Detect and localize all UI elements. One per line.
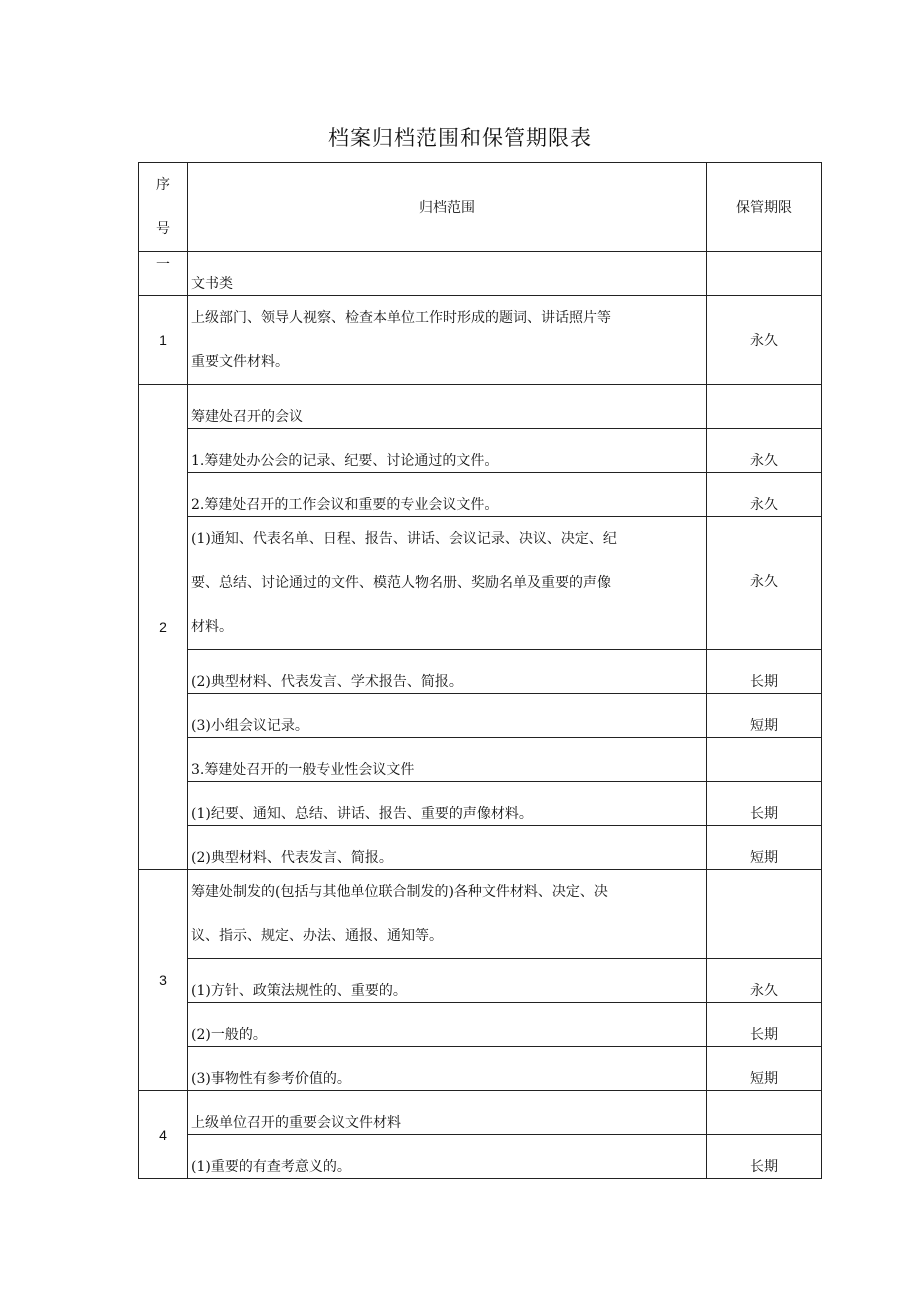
page-title: 档案归档范围和保管期限表 [328,126,592,150]
row-period [707,1091,822,1135]
row-scope: (2)一般的。 [188,1003,707,1047]
row-period: 永久 [707,959,822,1003]
table-row [139,738,822,782]
row-period: 长期 [707,1135,822,1179]
row-scope: (1)重要的有查考意义的。 [188,1135,707,1179]
row-scope: (1)纪要、通知、总结、讲话、报告、重要的声像材料。 [188,782,707,826]
row-scope: (2)典型材料、代表发言、简报。 [188,826,707,870]
row-period: 短期 [707,826,822,870]
table-row [139,296,822,385]
row-period: 长期 [707,782,822,826]
table-row [139,650,822,694]
table-row [139,1047,822,1091]
row-period [707,385,822,429]
row-scope: 1.筹建处办公会的记录、纪要、讨论通过的文件。 [188,429,707,473]
row-period: 永久 [707,296,822,385]
row-scope: 2.筹建处召开的工作会议和重要的专业会议文件。 [188,473,707,517]
row-period [707,870,822,959]
table-header-row [139,163,822,252]
row-scope: 上级部门、领导人视察、检查本单位工作时形成的题词、讲话照片等 重要文件材料。 [188,296,707,385]
table-row [139,385,822,429]
table-row [139,429,822,473]
header-scope: 归档范围 [188,163,707,252]
row-scope: (2)典型材料、代表发言、学术报告、简报。 [188,650,707,694]
table-row [139,694,822,738]
table-row [139,252,822,296]
row-scope: 筹建处制发的(包括与其他单位联合制发的)各种文件材料、决定、决 议、指示、规定、办法、通报、通知等。 [188,870,707,959]
row-no: 3 [139,870,188,1091]
row-scope: (1)通知、代表名单、日程、报告、讲话、会议记录、决议、决定、纪 要、总结、讨论通过的文件、模范人物名册、奖励名单及重要的声像 材料。 [188,517,707,650]
header-period: 保管期限 [707,163,822,252]
row-scope: (1)方针、政策法规性的、重要的。 [188,959,707,1003]
row-no: 2 [139,385,188,870]
row-period [707,738,822,782]
row-scope: (3)事物性有参考价值的。 [188,1047,707,1091]
table-row [139,870,822,959]
table-row [139,782,822,826]
table-row [139,1135,822,1179]
row-period: 长期 [707,650,822,694]
row-scope: 筹建处召开的会议 [188,385,707,429]
row-period: 短期 [707,1047,822,1091]
row-period [707,252,822,296]
table-row [139,826,822,870]
row-period: 短期 [707,694,822,738]
row-period: 永久 [707,517,822,650]
table-row [139,1091,822,1135]
row-period: 永久 [707,473,822,517]
table-row [139,1003,822,1047]
header-no: 序 号 [139,163,188,252]
table-row [139,959,822,1003]
row-no: 一 [139,252,188,296]
row-period: 长期 [707,1003,822,1047]
row-period: 永久 [707,429,822,473]
row-scope: 文书类 [188,252,707,296]
table-row [139,517,822,650]
row-scope: 上级单位召开的重要会议文件材料 [188,1091,707,1135]
row-scope: (3)小组会议记录。 [188,694,707,738]
archive-table [138,162,822,1179]
row-no: 4 [139,1091,188,1179]
row-scope: 3.筹建处召开的一般专业性会议文件 [188,738,707,782]
row-no: 1 [139,296,188,385]
table-row [139,473,822,517]
